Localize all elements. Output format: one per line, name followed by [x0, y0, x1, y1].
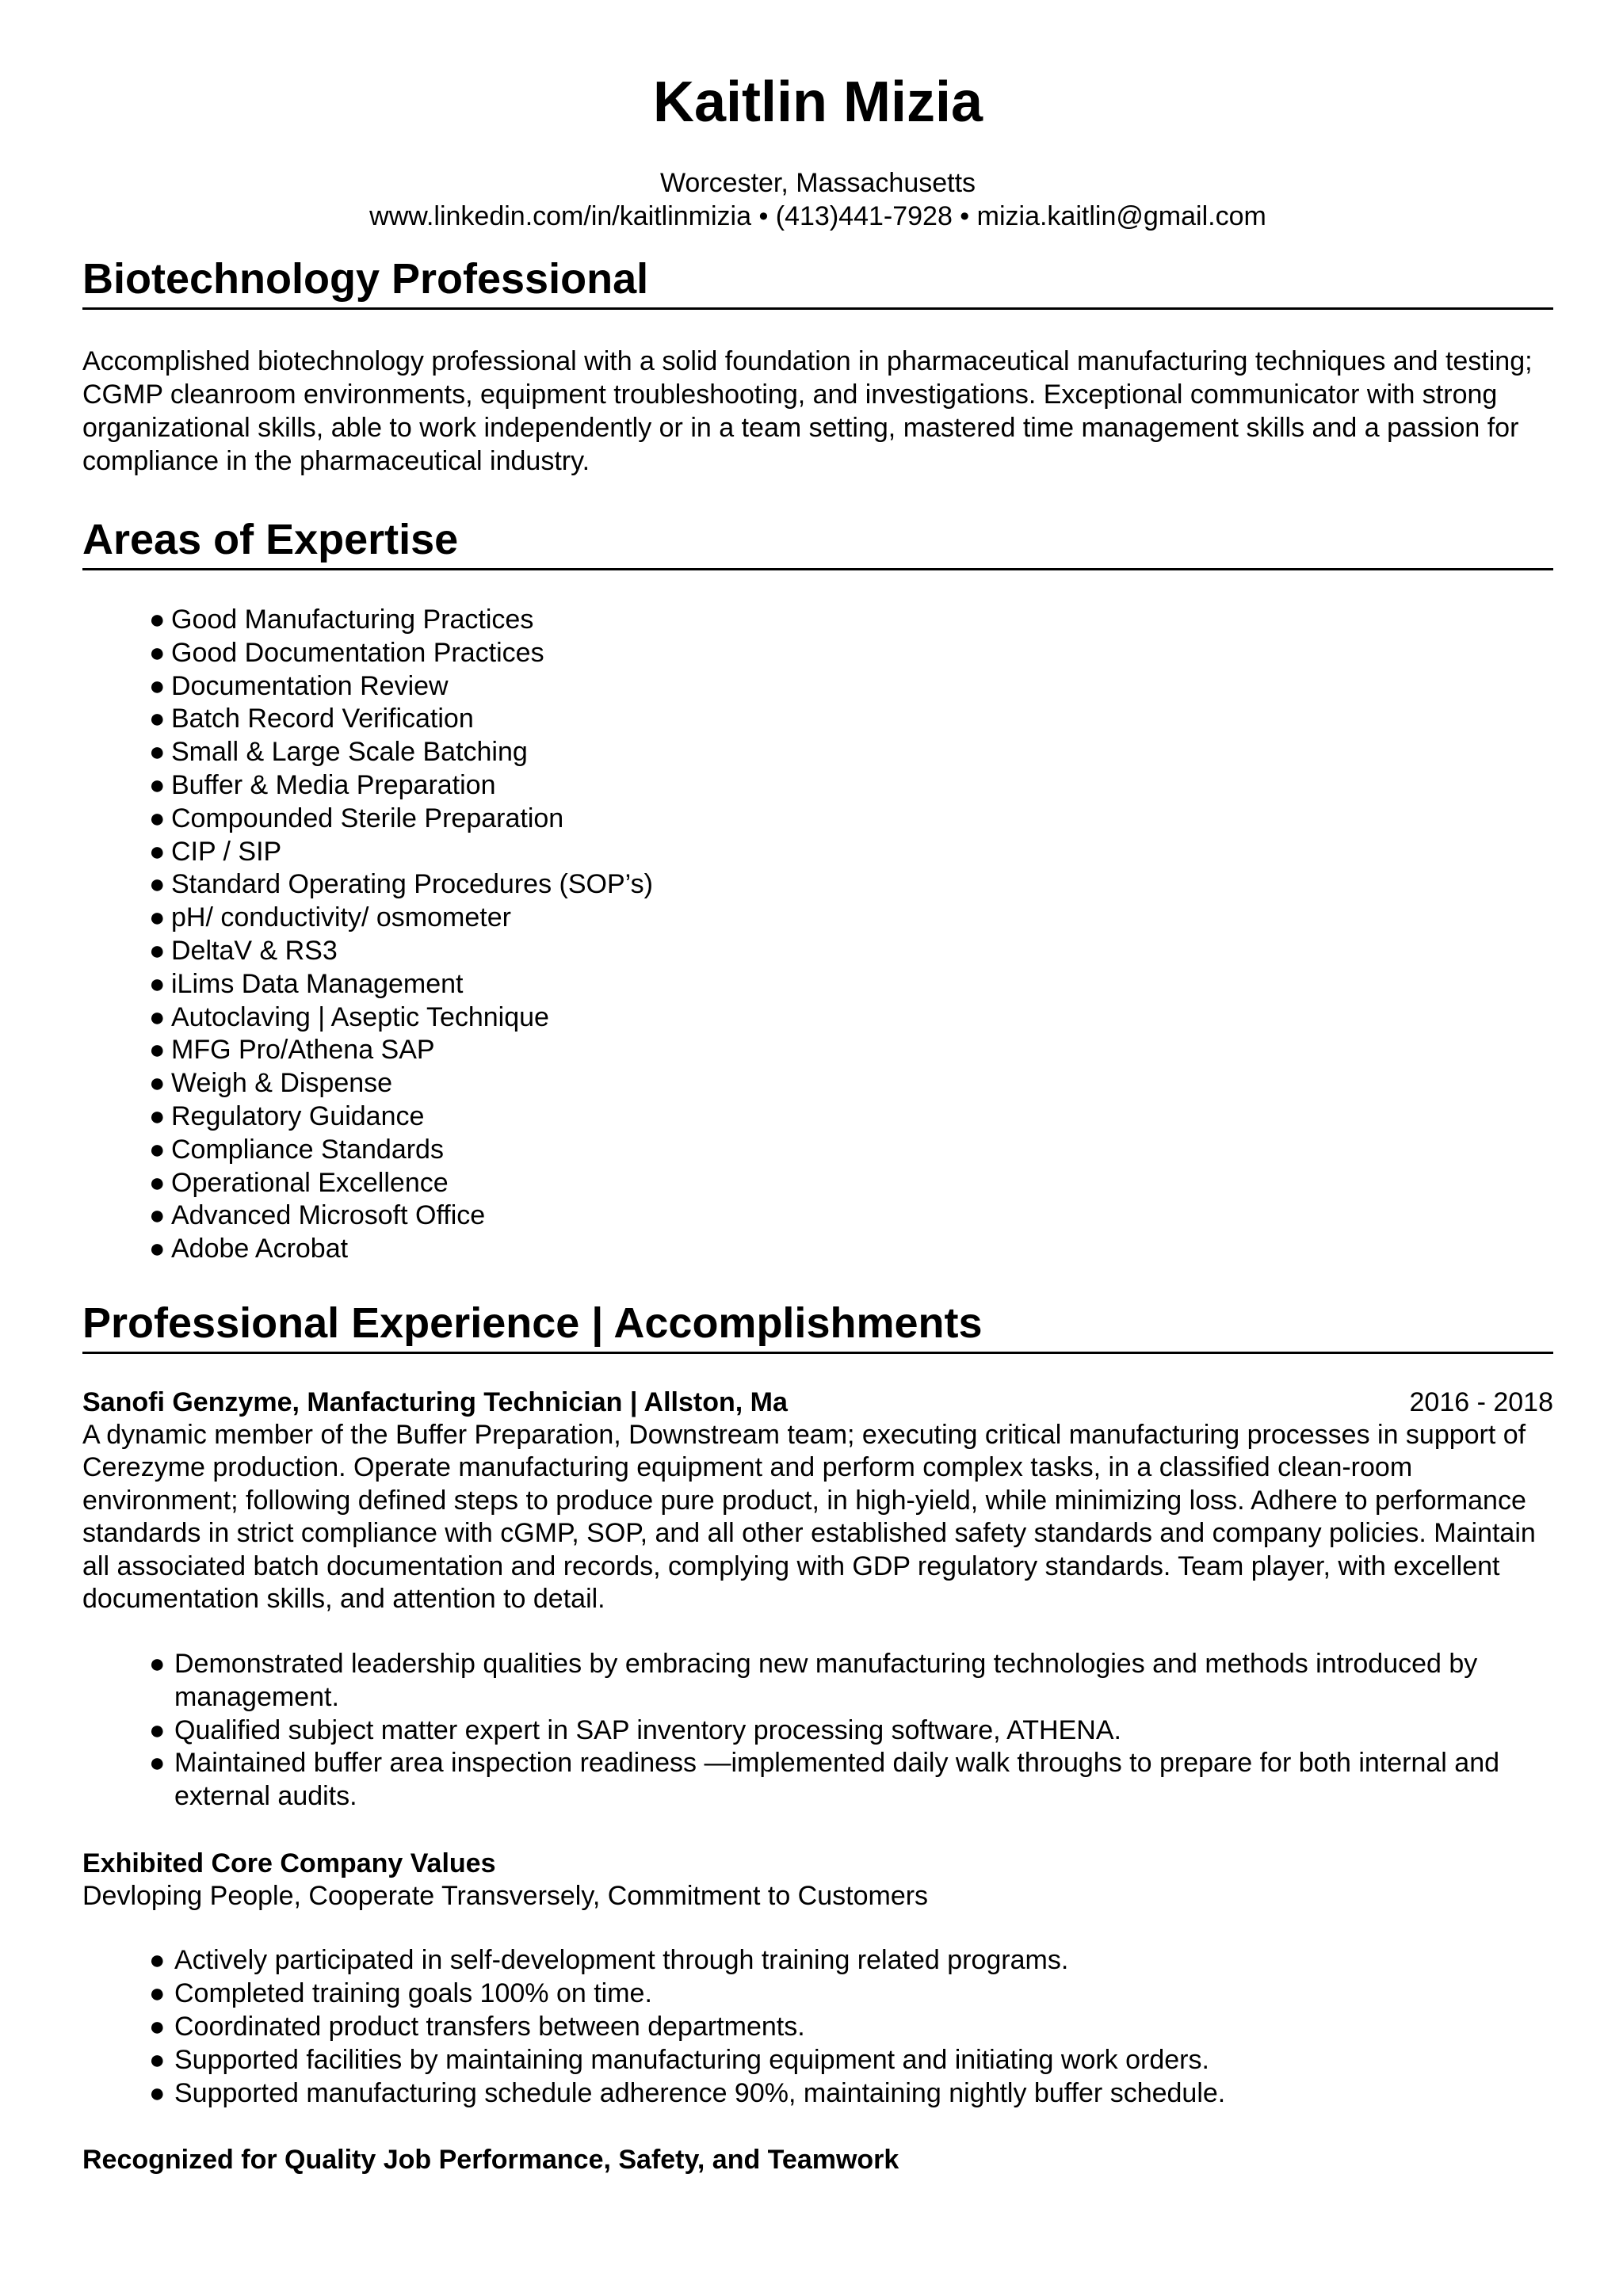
expertise-item: ● Compounded Sterile Preparation: [149, 803, 1553, 836]
values-item: ● Coordinated product transfers between departments.: [149, 2011, 1553, 2044]
expertise-item: ● Buffer & Media Preparation: [149, 769, 1553, 803]
expertise-item: ● Autoclaving | Aseptic Technique: [149, 1001, 1553, 1035]
expertise-item: ● Adobe Acrobat: [149, 1233, 1553, 1266]
values-item: ● Completed training goals 100% on time.: [149, 1978, 1553, 2011]
job-dates: 2016 - 2018: [1409, 1386, 1553, 1417]
expertise-item: ● CIP / SIP: [149, 836, 1553, 869]
accomplishment-item: ● Qualified subject matter expert in SAP inventory processing software, ATHENA.: [149, 1714, 1553, 1748]
expertise-title: Areas of Expertise: [82, 514, 1553, 570]
summary-title: Biotechnology Professional: [82, 254, 1553, 310]
job-description: A dynamic member of the Buffer Preparation, Downstream team; executing critical manufacturing processes in support of Cerezyme production. Operate manufacturing equipment and perform complex tasks, in a classified clean-room environment; following defined steps to produce pure product, in high-yield, while minimizing loss. Adhere to performance standards in strict compliance with cGMP, SOP, and all other established safety standards and company policies. Maintain all associated batch documentation and records, complying with GDP regulatory standards. Team player, with excellent documentation skills, and attention to detail.: [82, 1419, 1536, 1615]
expertise-item: ● Weigh & Dispense: [149, 1067, 1553, 1100]
accomplishment-item: ● Demonstrated leadership qualities by embracing new manufacturing technologies and methods introduced by management.: [149, 1648, 1553, 1714]
expertise-item: ● pH/ conductivity/ osmometer: [149, 902, 1553, 935]
location: Worcester, Massachusetts: [659, 168, 976, 198]
values-text: Devloping People, Cooperate Transversely, Commitment to Customers: [82, 1880, 929, 1911]
values-list: [149, 1944, 1553, 2110]
expertise-item: ● Operational Excellence: [149, 1167, 1553, 1200]
expertise-item: ● Good Manufacturing Practices: [149, 604, 1553, 637]
expertise-item: ● Compliance Standards: [149, 1134, 1553, 1167]
expertise-item: ● Documentation Review: [149, 670, 1553, 704]
job-header: [82, 1386, 1553, 1419]
expertise-list: [149, 604, 1553, 1266]
summary-text: Accomplished biotechnology professional with a solid foundation in pharmaceutical manufacturing techniques and testing; CGMP cleanroom environments, equipment troubleshooting, and investigations. Exceptional communicator with strong organizational skills, able to work independently or in a team setting, mastered time management skills and a passion for compliance in the pharmaceutical industry.: [82, 346, 1533, 476]
contact-block: [82, 166, 1553, 233]
accomplishment-item: ● Maintained buffer area inspection readiness —implemented daily walk throughs to prepare for both internal and external audits.: [149, 1747, 1553, 1814]
expertise-item: ● Small & Large Scale Batching: [149, 736, 1553, 769]
expertise-item: ● Standard Operating Procedures (SOP’s): [149, 868, 1553, 902]
expertise-item: ● DeltaV & RS3: [149, 935, 1553, 968]
job-title: Sanofi Genzyme, Manfacturing Technician | Allston, Ma: [82, 1386, 788, 1417]
contact-line: www.linkedin.com/in/kaitlinmizia • (413)441-7928 • mizia.kaitlin@gmail.com: [369, 201, 1266, 231]
experience-title: Professional Experience | Accomplishments: [82, 1298, 1553, 1354]
values-item: ● Supported manufacturing schedule adherence 90%, maintaining nightly buffer schedule.: [149, 2077, 1553, 2111]
expertise-item: ● Good Documentation Practices: [149, 637, 1553, 670]
expertise-item: ● Advanced Microsoft Office: [149, 1199, 1553, 1233]
resume-page: [82, 0, 1553, 2176]
expertise-item: ● MFG Pro/Athena SAP: [149, 1034, 1553, 1067]
recognition-title: Recognized for Quality Job Performance, Safety, and Teamwork: [82, 2145, 899, 2176]
expertise-item: ● Regulatory Guidance: [149, 1100, 1553, 1134]
expertise-item: ● Batch Record Verification: [149, 703, 1553, 736]
expertise-item: ● iLims Data Management: [149, 968, 1553, 1001]
accomplishments-list: [149, 1648, 1553, 1814]
values-item: ● Actively participated in self-development through training related programs.: [149, 1944, 1553, 1978]
values-item: ● Supported facilities by maintaining manufacturing equipment and initiating work orders.: [149, 2044, 1553, 2077]
values-title: Exhibited Core Company Values: [82, 1848, 496, 1878]
candidate-name: Kaitlin Mizia: [652, 71, 983, 134]
